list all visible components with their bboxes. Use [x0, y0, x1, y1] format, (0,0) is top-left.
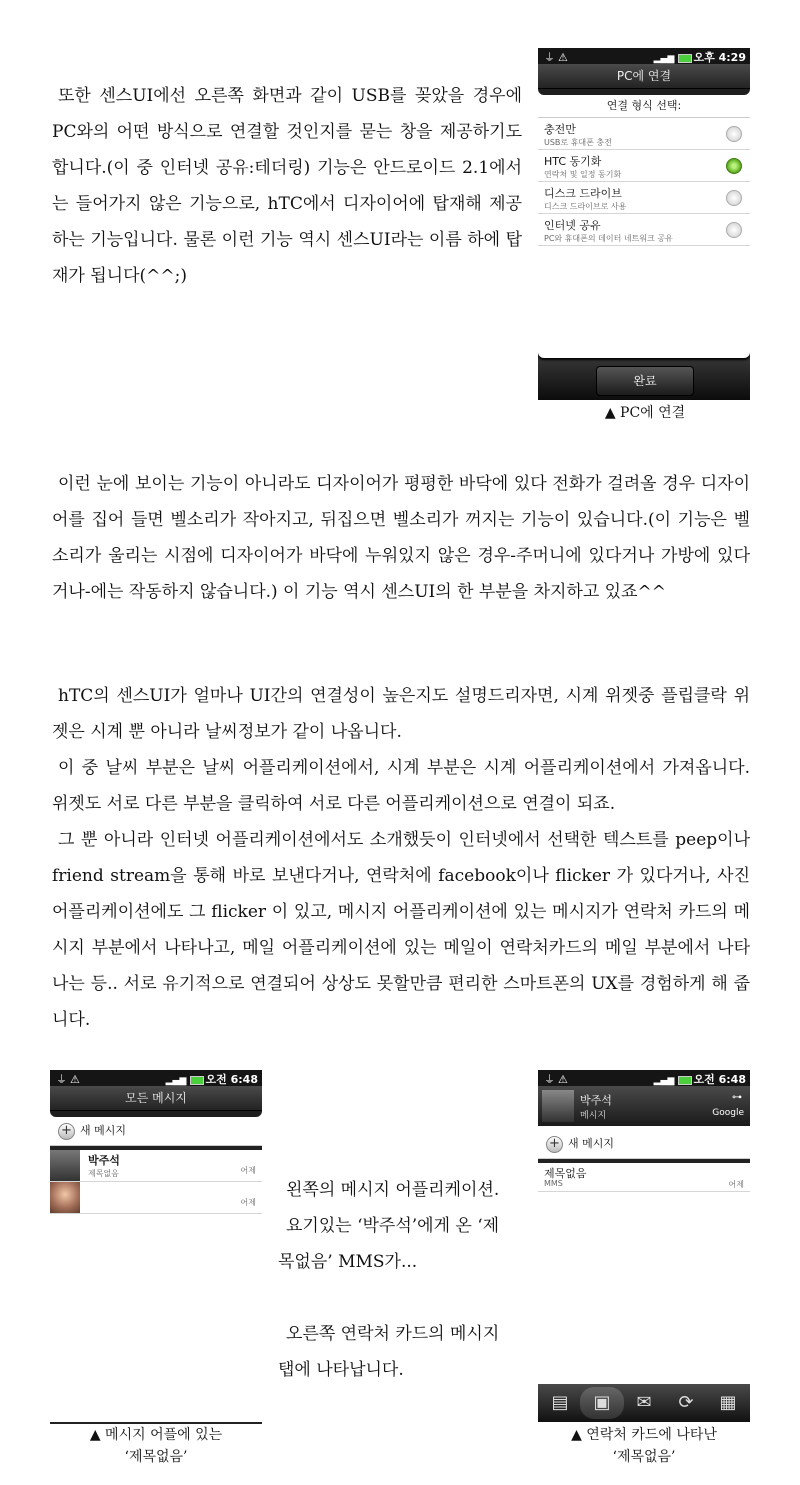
- status-bar: [538, 48, 750, 64]
- intro-text: 또한 센스UI에선 오른쪽 화면과 같이 USB를 꽂았을 경우에 PC와의 어떤 방식으로 연결할 것인지를 묻는 창을 제공하기도 합니다.(이 중 인터넷 공유:테더링) 기능은 안드로이드 2.1에서는 들어가지 않은 기능으로, hTC에서 디자이어에 탑재해 제공하는 기능입니다. 물론 이런 기능 역시 센스UI라는 이름 하에 탑재가 됩니다(^^;): [52, 86, 522, 286]
- pc-connection-screenshot: [538, 48, 750, 400]
- connection-option[interactable]: [538, 182, 750, 214]
- pc-connection-caption: ▲ PC에 연결: [604, 405, 686, 421]
- status-time: 오전 6:48: [205, 1073, 258, 1086]
- contact-caption-line2: ‘제목없음’: [612, 1449, 676, 1465]
- intro-paragraph: [52, 78, 522, 294]
- option-title: 충전만: [544, 123, 576, 136]
- avatar: [50, 1182, 80, 1213]
- contact-name: 박주석: [580, 1094, 612, 1107]
- thread-row[interactable]: [50, 1150, 262, 1182]
- tab-updates[interactable]: [668, 1387, 704, 1419]
- option-title: HTC 동기화: [544, 155, 602, 168]
- sheet-edge: [538, 352, 750, 358]
- contact-caption-line1: ▲ 연락처 카드에 나타난: [571, 1427, 717, 1443]
- connection-option[interactable]: [538, 118, 750, 150]
- contact-details-icon: ▤: [551, 1392, 569, 1413]
- tab-messages[interactable]: [580, 1387, 624, 1419]
- middle-line-3: 목없음’ MMS가...: [278, 1252, 418, 1272]
- signal-icon: ▂▄▆: [653, 1076, 678, 1086]
- radio-button[interactable]: [726, 190, 742, 206]
- new-message-button[interactable]: [50, 1117, 262, 1146]
- refresh-icon: ⟳: [678, 1392, 694, 1413]
- status-bar: [50, 1070, 262, 1086]
- thread-subject: 제목없음: [88, 1169, 119, 1178]
- contact-header: [538, 1086, 750, 1126]
- option-title: 인터넷 공유: [544, 219, 601, 232]
- link-icon: ⊶: [732, 1092, 742, 1103]
- option-desc: PC와 휴대폰의 데이터 네트워크 공유: [544, 234, 673, 243]
- contact-card-screenshot: [538, 1070, 750, 1422]
- thread-name: 박주석: [88, 1154, 120, 1167]
- bottom-bar: [538, 352, 750, 400]
- usb-icon: ⏚⚠: [544, 51, 571, 64]
- radio-button[interactable]: [726, 158, 742, 174]
- usb-icon: ⏚⚠: [544, 1073, 571, 1086]
- contact-tab-bar: [538, 1384, 750, 1422]
- battery-icon: [190, 1076, 204, 1085]
- status-time: 오전 6:48: [693, 1073, 746, 1086]
- message-type: MMS: [544, 1179, 563, 1188]
- contact-sub: 메시지: [580, 1111, 607, 1121]
- option-desc: 디스크 드라이브로 사용: [544, 202, 627, 211]
- connection-option[interactable]: [538, 214, 750, 246]
- new-message-label: 새 메시지: [80, 1124, 127, 1137]
- radio-button[interactable]: [726, 126, 742, 142]
- connectivity-text-3: 그 뿐 아니라 인터넷 어플리케이션에서도 소개했듯이 인터넷에서 선택한 텍스트를 peep이나 friend stream을 통해 바로 보낸다거나, 연락처에 facebook이나 flicker 가 있다거나, 사진 어플리케이션에도 그 flicker 이 있고, 메시지 어플리케이션에 있는 메시지가 연락처 카드의 메시지 부분에서 나타나고, 메일 어플리케이션에 있는 메일이 연락처카드의 메일 부분에서 나타나는 등.. 서로 유기적으로 연결되어 상상도 못할만큼 편리한 스마트폰의 UX를 경험하게 해 줍니다.: [52, 830, 750, 1030]
- new-message-label: 새 메시지: [568, 1137, 615, 1150]
- section-header: 연결 형식 선택:: [538, 95, 750, 118]
- usb-icon: ⏚⚠: [56, 1073, 83, 1086]
- battery-icon: [678, 54, 692, 63]
- messages-caption-line1: ▲ 메시지 어플에 있는: [89, 1427, 223, 1443]
- connectivity-text-2: 이 중 날씨 부분은 날씨 어플리케이션에서, 시계 부분은 시계 어플리케이션에서 가져옵니다. 위젯도 서로 다른 부분을 클릭하여 서로 다른 어플리케이션으로 연결이 되죠.: [52, 758, 750, 814]
- connection-option[interactable]: [538, 150, 750, 182]
- thread-time: 어제: [240, 1166, 256, 1175]
- signal-icon: ▂▄▆: [165, 1076, 190, 1086]
- tab-photos[interactable]: [710, 1387, 746, 1419]
- signal-icon: ▂▄▆: [653, 54, 678, 64]
- connectivity-paragraph: [52, 678, 750, 1038]
- tab-details[interactable]: [542, 1387, 578, 1419]
- photo-icon: ▦: [719, 1392, 737, 1413]
- avatar: [50, 1150, 80, 1181]
- option-desc: 연락처 및 일정 동기화: [544, 170, 622, 179]
- plus-icon: +: [546, 1136, 563, 1153]
- tab-mail[interactable]: [626, 1387, 662, 1419]
- thread-row[interactable]: [50, 1182, 262, 1214]
- middle-line-5: 탭에 나타납니다.: [278, 1360, 404, 1380]
- plus-icon: +: [58, 1123, 75, 1140]
- status-time: 오후 4:29: [693, 51, 746, 64]
- thread-time: 어제: [240, 1198, 256, 1207]
- messages-caption-line2: ‘제목없음’: [124, 1449, 188, 1465]
- account-label: Google: [712, 1108, 744, 1118]
- message-subject: 제목없음: [544, 1167, 587, 1180]
- connectivity-text-1: hTC의 센스UI가 얼마나 UI간의 연결성이 높은지도 설명드리자면, 시계 위젯중 플립클락 위젯은 시계 뿐 아니라 날씨정보가 같이 나옵니다.: [52, 686, 750, 742]
- battery-icon: [678, 1076, 692, 1085]
- message-row[interactable]: [538, 1163, 750, 1192]
- message-icon: ▣: [593, 1392, 611, 1413]
- new-message-button[interactable]: [538, 1130, 750, 1159]
- middle-line-1: 왼쪽의 메시지 어플리케이션.: [286, 1180, 500, 1200]
- dialog-title: PC에 연결: [538, 64, 750, 89]
- option-list: [538, 118, 750, 246]
- contact-card-caption: [548, 1424, 740, 1468]
- contact-avatar: [542, 1090, 574, 1122]
- option-desc: USB로 휴대폰 충전: [544, 138, 612, 147]
- messages-caption: [60, 1424, 252, 1468]
- messages-screenshot: [50, 1070, 262, 1424]
- middle-line-2: 요기있는 ‘박주석’에게 온 ‘제: [286, 1216, 500, 1236]
- radio-button[interactable]: [726, 222, 742, 238]
- option-title: 디스크 드라이브: [544, 187, 622, 200]
- flip-text: 이런 눈에 보이는 기능이 아니라도 디자이어가 평평한 바닥에 있다 전화가 걸려올 경우 디자이어를 집어 들면 벨소리가 작아지고, 뒤집으면 벨소리가 꺼지는 기능이 있습니다.(이 기능은 벨소리가 울리는 시점에 디자이어가 바닥에 누워있지 않은 경우-주머니에 있다거나 가방에 있다거나-에는 작동하지 않습니다.) 이 기능 역시 센스UI의 한 부분을 차지하고 있죠^^: [52, 474, 750, 602]
- message-time: 어제: [728, 1180, 744, 1189]
- middle-explanation: [278, 1172, 524, 1388]
- mail-icon: ✉: [636, 1392, 652, 1413]
- screen-title: 모든 메시지: [50, 1086, 262, 1111]
- middle-line-4: 오른쪽 연락처 카드의 메시지: [286, 1324, 500, 1344]
- status-bar: [538, 1070, 750, 1086]
- done-button[interactable]: 완료: [596, 366, 694, 396]
- flip-paragraph: [52, 466, 750, 610]
